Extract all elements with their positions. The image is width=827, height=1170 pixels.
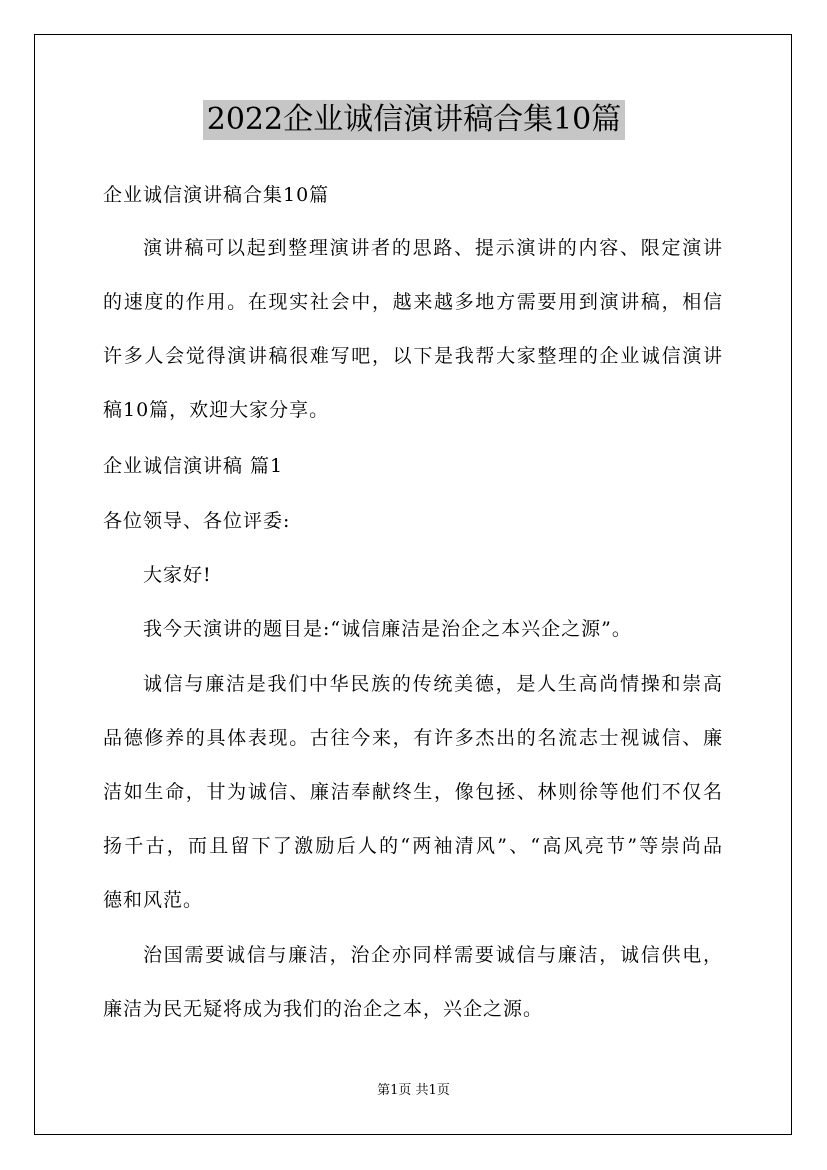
document-subtitle: 企业诚信演讲稿合集10篇 (103, 184, 330, 206)
intro-line-1: 演讲稿可以起到整理演讲者的思路、提示演讲的内容、限定演讲 (143, 237, 723, 259)
paragraph1-line-2: 品德修养的具体表现。古往今来，有许多杰出的名流志士视诚信、廉 (103, 727, 723, 749)
page-number-footer: 第1页 共1页 (377, 1083, 450, 1098)
paragraph1-line-1: 诚信与廉洁是我们中华民族的传统美德，是人生高尚情操和崇高 (143, 673, 723, 695)
section-heading: 企业诚信演讲稿 篇1 (103, 455, 284, 477)
speech-topic: 我今天演讲的题目是:“诚信廉洁是治企之本兴企之源”。 (143, 618, 632, 640)
paragraph1-line-3: 洁如生命，甘为诚信、廉洁奉献终生，像包拯、林则徐等他们不仅名 (103, 781, 723, 803)
paragraph1-line-5: 德和风范。 (103, 889, 204, 911)
intro-line-2: 的速度的作用。在现实社会中，越来越多地方需要用到演讲稿，相信 (103, 291, 723, 313)
paragraph1-line-4: 扬千古，而且留下了激励后人的“两袖清风”、“高风亮节”等崇尚品 (103, 835, 723, 857)
salutation: 各位领导、各位评委: (103, 510, 291, 532)
intro-line-4: 稿10篇，欢迎大家分享。 (103, 399, 330, 421)
paragraph2-line-1: 治国需要诚信与廉洁，治企亦同样需要诚信与廉洁，诚信供电， (143, 944, 723, 966)
paragraph2-line-2: 廉洁为民无疑将成为我们的治企之本，兴企之源。 (103, 998, 544, 1020)
greeting: 大家好! (143, 564, 212, 586)
intro-line-3: 许多人会觉得演讲稿很难写吧，以下是我帮大家整理的企业诚信演讲 (103, 345, 723, 367)
document-title: 2022企业诚信演讲稿合集10篇 (203, 100, 625, 140)
